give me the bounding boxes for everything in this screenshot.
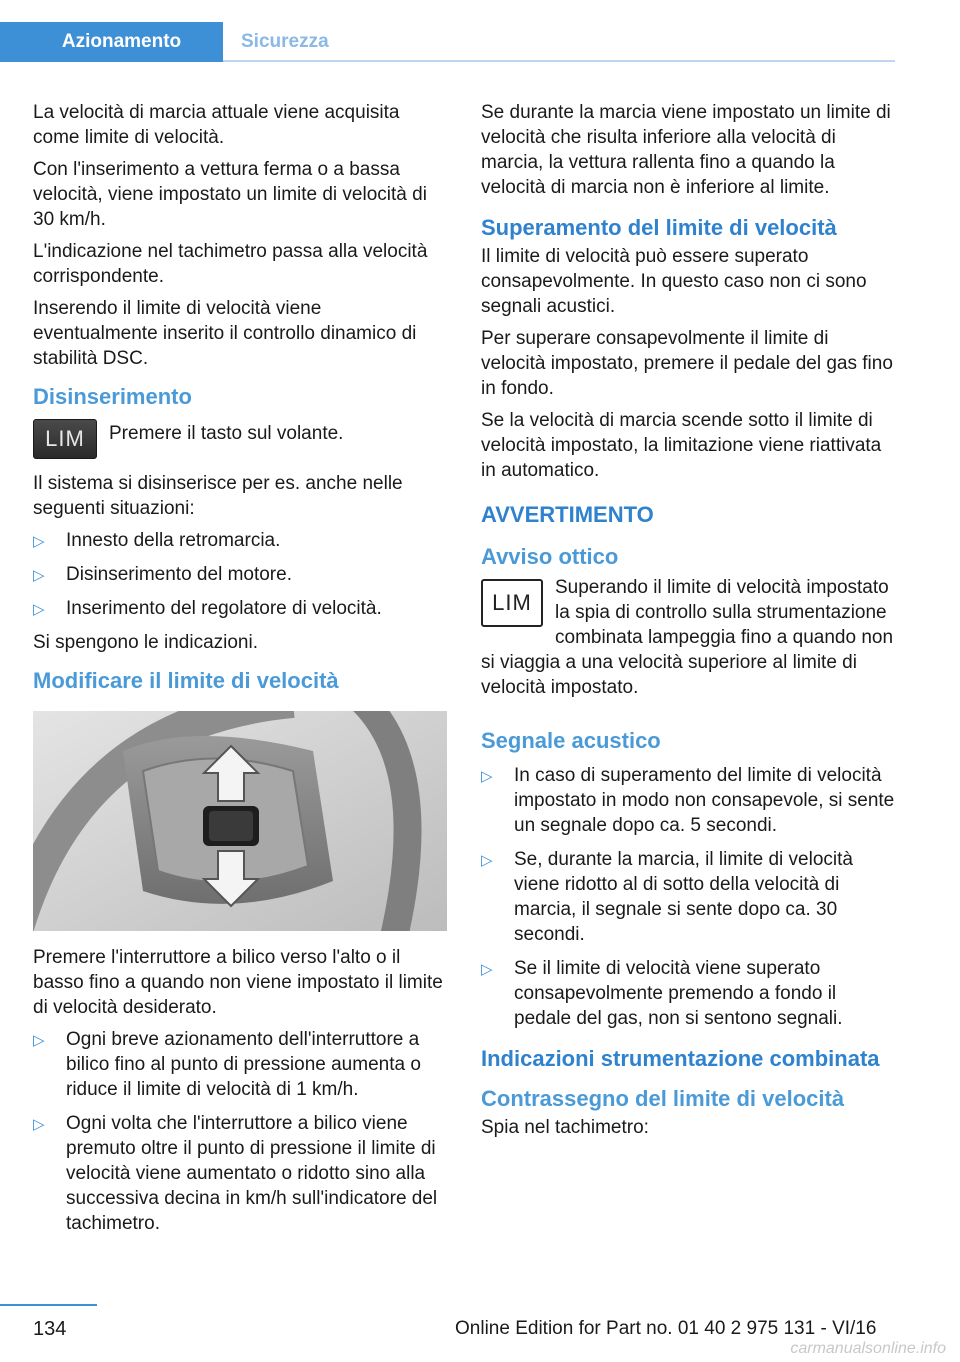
steering-wheel-image bbox=[33, 711, 447, 931]
triangle-bullet-icon: ▷ bbox=[33, 1032, 45, 1049]
header-rule bbox=[223, 60, 895, 62]
triangle-bullet-icon: ▷ bbox=[481, 852, 493, 869]
left-column bbox=[33, 100, 447, 1245]
heading-contrassegno: Contrassegno del limite di velocità bbox=[481, 1086, 845, 1111]
list-item: ▷ Inserimento del regolatore di velocità. bbox=[33, 596, 447, 621]
triangle-bullet-icon: ▷ bbox=[481, 961, 493, 978]
heading-superamento: Superamento del limite di velocità bbox=[481, 215, 837, 240]
list-item: ▷ Se, durante la marcia, il limite di velocità viene ridotto al di sotto della velocità di marcia, il segnale si sente dopo ca. 30 secondi. bbox=[481, 849, 853, 945]
heading-avvertimento: AVVERTIMENTO bbox=[481, 502, 654, 527]
paragraph: Superando il limite di velocità impostato la spia di controllo sulla strumentazione combinata lampeggia fino a quando non si viaggia a una velocità superiore al limite di velocità impostato. bbox=[481, 577, 894, 698]
list-item: ▷ Se il limite di velocità viene superato consapevolmente premendo a fondo il pedale del gas, non si sentono segnali. bbox=[481, 958, 843, 1029]
heading-avviso-ottico: Avviso ottico bbox=[481, 544, 619, 569]
paragraph: Il limite di velocità può essere superato consapevolmente. In questo caso non ci sono segnali acustici. bbox=[481, 246, 867, 317]
heading-indicazioni: Indicazioni strumentazione combinata bbox=[481, 1046, 880, 1071]
bullet-list bbox=[33, 1027, 447, 1236]
edition-text: Online Edition for Part no. 01 40 2 975 131 - VI/16 bbox=[455, 1318, 877, 1339]
paragraph: Premere l'interruttore a bilico verso l'alto o il basso fino a quando non viene impostato il limite di velocità desiderato. bbox=[33, 947, 443, 1018]
lim-warning-block bbox=[481, 575, 897, 707]
paragraph: Per superare consapevolmente il limite di velocità impostato, premere il pedale del gas fino in fondo. bbox=[481, 328, 893, 399]
page-number: 134 bbox=[33, 1318, 67, 1340]
heading-segnale-acustico: Segnale acustico bbox=[481, 728, 661, 753]
bullet-list bbox=[481, 763, 897, 1031]
triangle-bullet-icon: ▷ bbox=[33, 601, 45, 618]
tab-sicurezza[interactable]: Sicurezza bbox=[241, 31, 329, 52]
watermark: carmanualsonline.info bbox=[790, 1340, 946, 1357]
paragraph: Premere il tasto sul volante. bbox=[109, 423, 344, 444]
lim-indicator-icon: LIM bbox=[481, 579, 543, 627]
steering-wheel-illustration bbox=[33, 711, 447, 931]
paragraph: Inserendo il limite di velocità viene eventualmente inserito il controllo dinamico di stabilità DSC. bbox=[33, 298, 417, 369]
bullet-list bbox=[33, 528, 447, 621]
list-item: ▷ Ogni volta che l'interruttore a bilico viene premuto oltre il punto di pressione il limite di velocità viene aumentato o ridotto sino alla successiva decina in km/h sull'indicatore del tachimetro. bbox=[33, 1113, 438, 1234]
footer-rule bbox=[0, 1304, 97, 1306]
lim-button-icon: LIM bbox=[33, 419, 97, 459]
triangle-bullet-icon: ▷ bbox=[33, 1116, 45, 1133]
lim-button-row bbox=[33, 419, 447, 459]
list-item: ▷ Disinserimento del motore. bbox=[33, 562, 447, 587]
list-item: ▷ Innesto della retromarcia. bbox=[33, 528, 447, 553]
paragraph: Se durante la marcia viene impostato un limite di velocità che risulta inferiore alla velocità di marcia, la vettura rallenta fino a quando la velocità di marcia non è inferiore al limite. bbox=[481, 102, 891, 198]
triangle-bullet-icon: ▷ bbox=[481, 768, 493, 785]
paragraph: Spia nel tachimetro: bbox=[481, 1117, 649, 1138]
paragraph: Si spengono le indicazioni. bbox=[33, 632, 258, 653]
header-tabs bbox=[0, 22, 895, 62]
tab-azionamento[interactable]: Azionamento bbox=[0, 22, 223, 62]
triangle-bullet-icon: ▷ bbox=[33, 567, 45, 584]
triangle-bullet-icon: ▷ bbox=[33, 533, 45, 550]
list-item: ▷ In caso di superamento del limite di velocità impostato in modo non consapevole, si sente un segnale dopo ca. 5 secondi. bbox=[481, 765, 895, 836]
list-item: ▷ Ogni breve azionamento dell'interruttore a bilico fino al punto di pressione aumenta o riduce il limite di velocità di 1 km/h. bbox=[33, 1029, 421, 1100]
paragraph: Con l'inserimento a vettura ferma o a bassa velocità, viene impostato un limite di velocità di 30 km/h. bbox=[33, 159, 427, 230]
paragraph: Il sistema si disinserisce per es. anche nelle seguenti situazioni: bbox=[33, 473, 403, 519]
paragraph: L'indicazione nel tachimetro passa alla velocità corrispondente. bbox=[33, 241, 428, 287]
paragraph: Se la velocità di marcia scende sotto il limite di velocità impostato, la limitazione viene riattivata in automatico. bbox=[481, 410, 882, 481]
paragraph: La velocità di marcia attuale viene acquisita come limite di velocità. bbox=[33, 102, 400, 148]
heading-modificare: Modificare il limite di velocità bbox=[33, 668, 339, 693]
heading-disinserimento: Disinserimento bbox=[33, 384, 192, 409]
right-column bbox=[481, 100, 897, 1147]
